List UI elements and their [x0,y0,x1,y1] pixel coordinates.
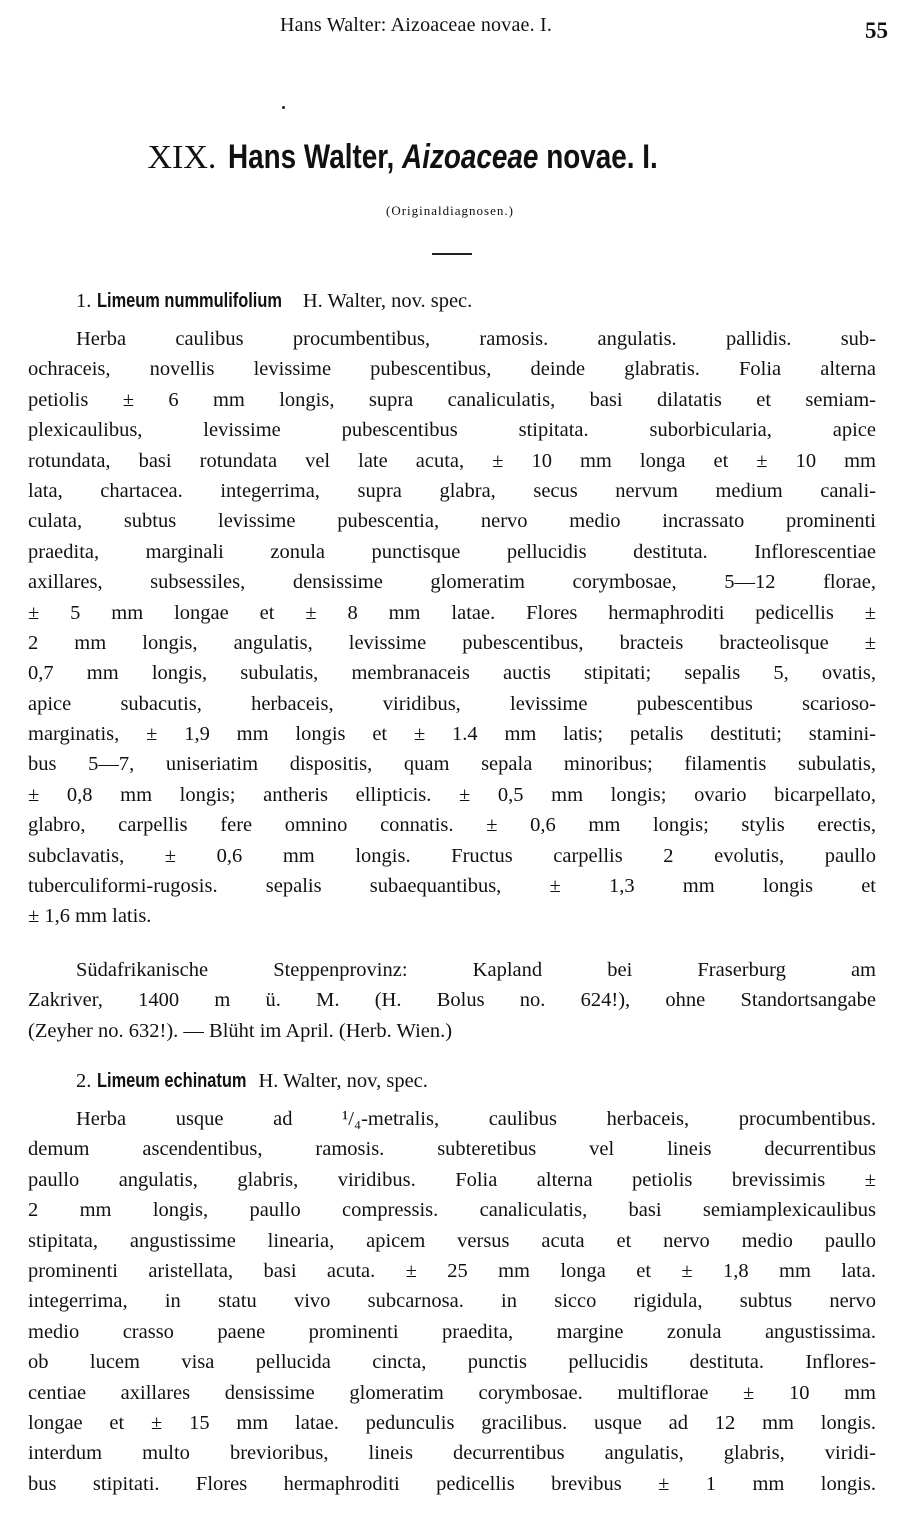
chapter-subtitle: (Originaldiagnosen.) [386,203,514,218]
text-line: marginatis, ± 1,9 mm longis et ± 1.4 mm latis; petalis destituti; stamini- [28,723,876,746]
text-line: integerrima, in statu vivo subcarnosa. in sicco rigidula, subtus nervo [28,1290,876,1313]
species-2-description [28,1104,876,1499]
section-divider [432,253,472,255]
text-line: ± 0,8 mm longis; antheris ellipticis. ± 0,5 mm longis; ovario bicarpellato, [28,783,876,806]
species-authority: H. Walter, nov, spec. [258,1070,428,1092]
text-line: apice subacutis, herbaceis, viridibus, levissime pubescentibus scarioso- [28,692,876,715]
text-line: Südafrikanische Steppenprovinz: Kapland bei Fraserburg am [76,959,876,981]
text-line: centiae axillares densissime glomeratim corymbosae. multiflorae ± 10 mm [28,1381,876,1404]
text-line: praedita, marginali zonula punctisque pellucidis destituta. Inflorescentiae [28,540,876,563]
text-line: bus stipitati. Flores hermaphroditi pedicellis brevibus ± 1 mm longis. [28,1472,876,1495]
chapter-author: Hans Walter, [228,138,395,176]
chapter-family: Aizoaceae [402,138,539,176]
chapter-title [0,138,900,177]
text-line: axillares, subsessiles, densissime glomeratim corymbosae, 5—12 florae, [28,571,876,594]
species-authority: H. Walter, nov. spec. [302,290,473,312]
text-line: (Zeyher no. 632!). — Blüht im April. (Herb. Wien.) [28,1019,453,1042]
species-index: 2. [76,1070,92,1092]
text-line: Zakriver, 1400 m ü. M. (H. Bolus no. 624!), ohne Standortsangabe [28,989,876,1012]
text-line: ± 5 mm longae et ± 8 mm latae. Flores hermaphroditi pedicellis ± [28,601,876,624]
text-line: paullo angulatis, glabris, viridibus. Folia alterna petiolis brevissimis ± [28,1168,876,1191]
text-line: subclavatis, ± 0,6 mm longis. Fructus carpellis 2 evolutis, paullo [28,844,876,867]
text-line: Herba caulibus procumbentibus, ramosis. angulatis. pallidis. sub- [76,328,876,350]
species-heading-2 [76,1066,428,1096]
text-line: prominenti aristellata, basi acuta. ± 25 mm longa et ± 1,8 mm lata. [28,1259,876,1282]
species-name: Limeum echinatum [96,1069,246,1092]
text-line: rotundata, basi rotundata vel late acuta, ± 10 mm longa et ± 10 mm [28,449,876,472]
print-speck [282,106,285,109]
text-line: bus 5—7, uniseriatim dispositis, quam sepala minoribus; filamentis subulatis, [28,753,876,776]
species-1-description [28,324,876,932]
chapter-number: XIX. [147,139,217,176]
running-head [0,14,900,44]
text-line: ob lucem visa pellucida cincta, punctis pellucidis destituta. Inflores- [28,1351,876,1374]
text-line: tuberculiformi-rugosis. sepalis subaequantibus, ± 1,3 mm longis et [28,875,876,898]
text-line: petiolis ± 6 mm longis, supra canaliculatis, basi dilatatis et semiam- [28,388,876,411]
species-index: 1. [76,290,92,312]
species-1-locality [28,955,876,1046]
text-line: stipitata, angustissime linearia, apicem versus acuta et nervo medio paullo [28,1229,876,1252]
page-number: 55 [865,18,888,43]
species-name: Limeum nummulifolium [96,289,282,312]
text-line: lata, chartacea. integerrima, supra glabra, secus nervum medium canali- [28,479,876,502]
text-line: ochraceis, novellis levissime pubescentibus, deinde glabratis. Folia alterna [28,358,876,381]
text-line: plexicaulibus, levissime pubescentibus stipitata. suborbicularia, apice [28,419,876,442]
text-line: glabro, carpellis fere omnino connatis. ± 0,6 mm longis; stylis erectis, [28,814,876,837]
text-line: 0,7 mm longis, subulatis, membranaceis auctis stipitati; sepalis 5, ovatis, [28,662,876,685]
text-line: interdum multo brevioribus, lineis decurrentibus angulatis, glabris, viridi- [28,1442,876,1465]
text-line: 2 mm longis, angulatis, levissime pubescentibus, bracteis bracteolisque ± [28,631,876,654]
text-line: culata, subtus levissime pubescentia, nervo medio incrassato prominenti [28,510,876,533]
species-heading-1 [76,286,472,316]
running-title: Hans Walter: Aizoaceae novae. I. [280,14,553,36]
text-line: longae et ± 15 mm latae. pedunculis gracilibus. usque ad 12 mm longis. [28,1411,876,1434]
chapter-heading [228,138,658,177]
chapter-title-rest: novae. I. [546,138,659,176]
text-line: demum ascendentibus, ramosis. subteretibus vel lineis decurrentibus [28,1138,876,1161]
text-line: ± 1,6 mm latis. [28,905,152,928]
text-line: medio crasso paene prominenti praedita, margine zonula angustissima. [28,1320,876,1343]
text-line: Herba usque ad ¹/₄-metralis, caulibus herbaceis, procumbentibus. [76,1108,876,1130]
text-line: 2 mm longis, paullo compressis. canaliculatis, basi semiamplexicaulibus [28,1199,876,1222]
